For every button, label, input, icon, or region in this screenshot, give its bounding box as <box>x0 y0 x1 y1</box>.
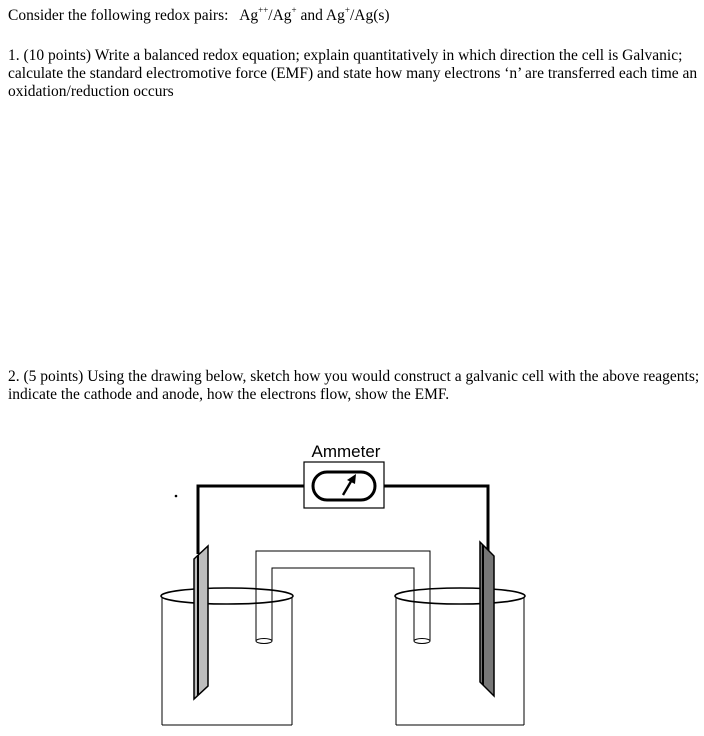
question-2: 2. (5 points) Using the drawing below, sketch how you would construct a galvanic cell with the above reagents; indicate the cathode and anode, how the electrons flow, show the EMF. <box>8 368 700 403</box>
question-1: 1. (10 points) Write a balanced redox equation; explain quantitatively in which direction the cell is Galvanic; calculate the standard electromotive force (EMF) and state how many electrons ‘n’ are transferred each time an oxidation/reduction occurs <box>8 47 698 100</box>
galvanic-cell-diagram <box>150 436 540 736</box>
left-wire <box>198 486 304 554</box>
right-wire <box>384 486 488 554</box>
salt-bridge-right-end <box>414 639 430 644</box>
salt-bridge-outer <box>256 551 430 641</box>
left-beaker-rim <box>161 588 293 604</box>
intro-prefix: Consider the following redox pairs: <box>8 7 229 24</box>
ammeter-dial <box>313 472 375 500</box>
stray-dot <box>175 495 178 498</box>
redox-pair-2: Ag+/Ag(s) <box>325 4 390 24</box>
left-electrode <box>194 546 208 699</box>
ammeter-label: Ammeter <box>311 442 381 461</box>
salt-bridge-left-end <box>256 639 272 644</box>
redox-pair-1: Ag++/Ag+ <box>239 4 297 24</box>
intro-line <box>8 6 390 26</box>
intro-connector: and <box>300 7 323 24</box>
salt-bridge-inner <box>272 568 414 641</box>
